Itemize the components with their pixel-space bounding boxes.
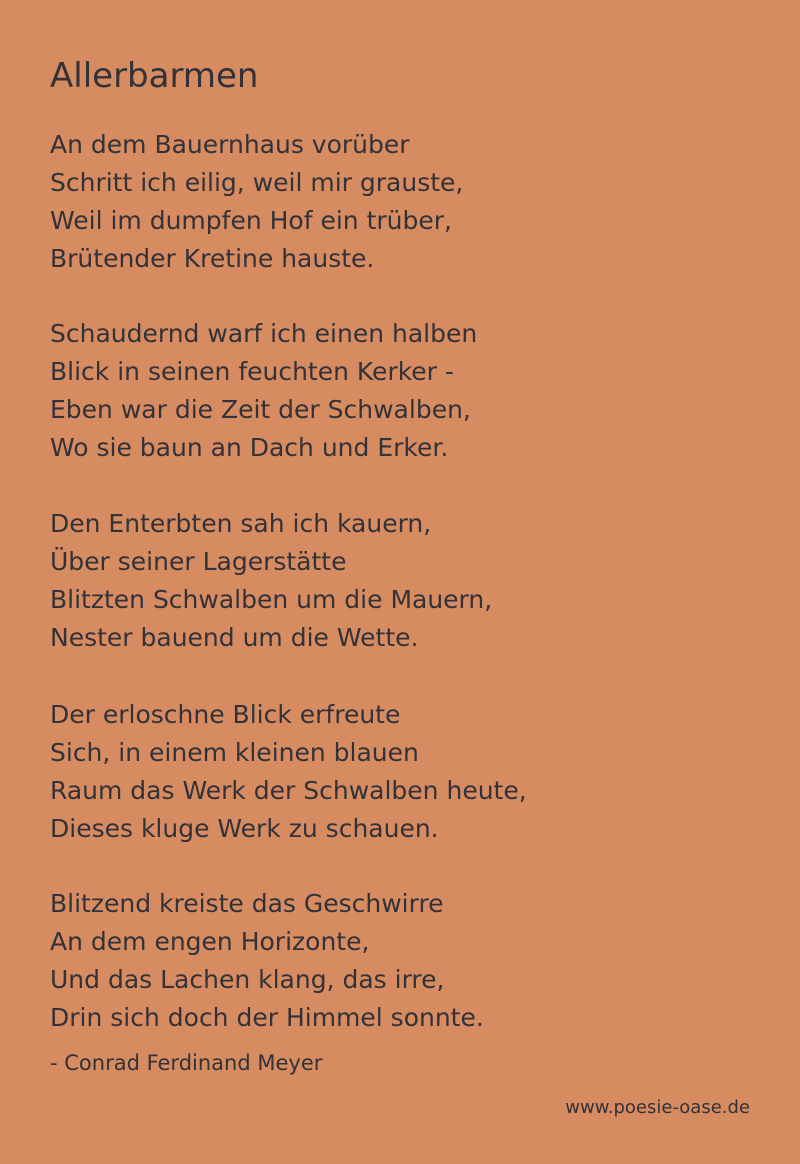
stanza-2 [50, 315, 770, 467]
poem-line: Raum das Werk der Schwalben heute, [50, 776, 527, 805]
poem-line: Brütender Kretine hauste. [50, 244, 375, 273]
poem-card [50, 0, 770, 1164]
poem-line: Weil im dumpfen Hof ein trüber, [50, 206, 452, 235]
poem-line: Über seiner Lagerstätte [50, 547, 347, 576]
poem-author: - Conrad Ferdinand Meyer [50, 1051, 323, 1075]
poem-line: Blitzend kreiste das Geschwirre [50, 889, 444, 918]
poem-line: An dem engen Horizonte, [50, 927, 370, 956]
poem-line: Schritt ich eilig, weil mir grauste, [50, 168, 464, 197]
stanza-4 [50, 696, 770, 848]
poem-line: Schaudernd warf ich einen halben [50, 319, 478, 348]
poem-line: An dem Bauernhaus vorüber [50, 130, 410, 159]
poem-line: Blitzten Schwalben um die Mauern, [50, 585, 493, 614]
stanza-3 [50, 505, 770, 657]
poem-line: Nester bauend um die Wette. [50, 623, 419, 652]
poem-line: Der erloschne Blick erfreute [50, 700, 401, 729]
poem-line: Blick in seinen feuchten Kerker - [50, 357, 454, 386]
poem-title: Allerbarmen [50, 56, 259, 96]
poem-line: Und das Lachen klang, das irre, [50, 965, 445, 994]
poem-line: Eben war die Zeit der Schwalben, [50, 395, 471, 424]
poem-line: Den Enterbten sah ich kauern, [50, 509, 432, 538]
poem-line: Drin sich doch der Himmel sonnte. [50, 1003, 484, 1032]
poem-line: Wo sie baun an Dach und Erker. [50, 433, 449, 462]
poem-line: Sich, in einem kleinen blauen [50, 738, 419, 767]
poem-line: Dieses kluge Werk zu schauen. [50, 814, 439, 843]
website-url: www.poesie-oase.de [565, 1097, 750, 1118]
stanza-5 [50, 885, 770, 1037]
stanza-1 [50, 126, 770, 278]
